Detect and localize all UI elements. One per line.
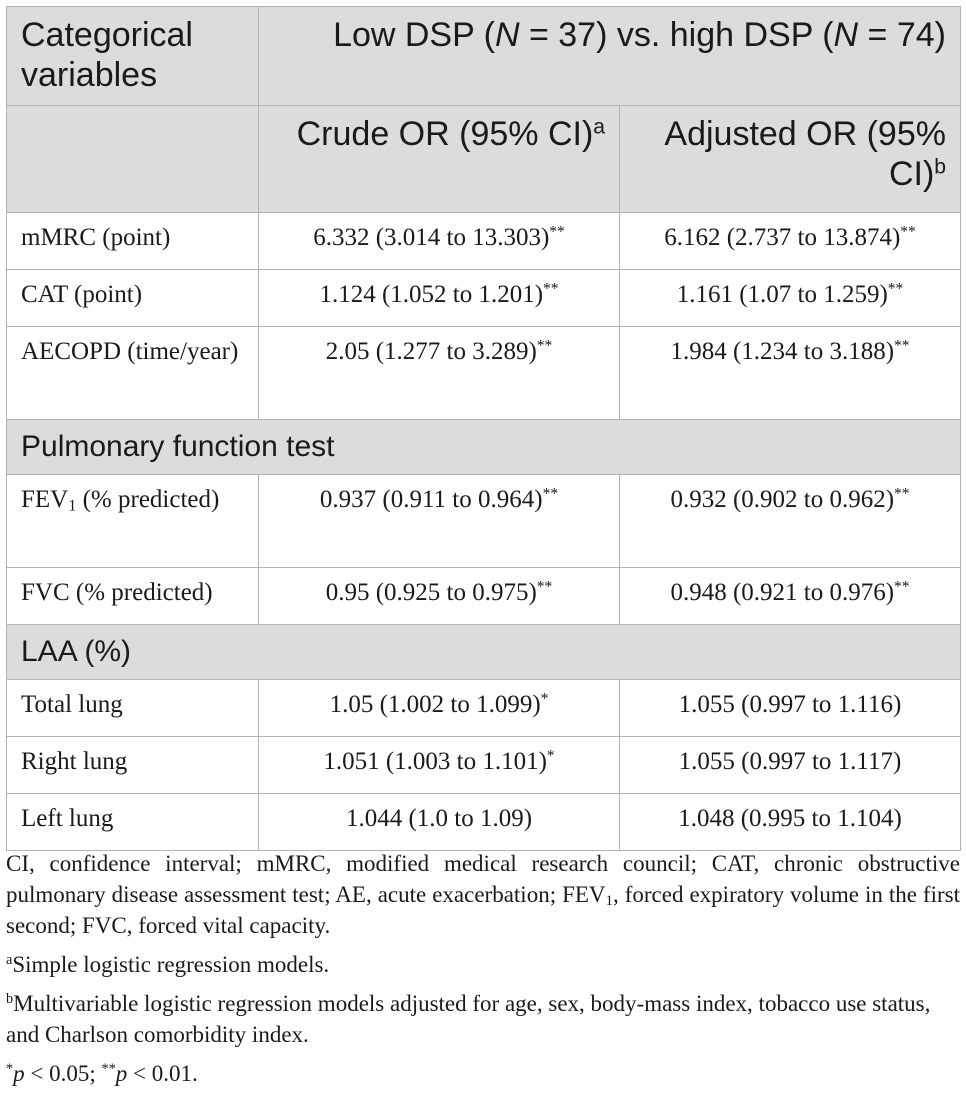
- table-row: [7, 568, 961, 625]
- adjusted-or-cell: [620, 327, 961, 420]
- row-label: CAT (point): [21, 281, 143, 308]
- crude-or-value: 1.124 (1.052 to 1.201): [319, 281, 544, 308]
- adjusted-or-value: 1.161 (1.07 to 1.259): [676, 281, 888, 308]
- results-table-container: [6, 6, 960, 851]
- row-label: FVC (% predicted): [21, 579, 213, 606]
- crude-or-cell: [259, 568, 620, 625]
- table-row: [7, 680, 961, 737]
- crude-or-value: 0.937 (0.911 to 0.964): [319, 486, 543, 513]
- crude-or-cell: [259, 270, 620, 327]
- crude-significance-mark: *: [546, 747, 555, 765]
- adjusted-or-value: 1.048 (0.995 to 1.104): [678, 805, 902, 832]
- crude-significance-mark: **: [542, 485, 559, 503]
- row-label: AECOPD (time/year): [21, 338, 239, 365]
- group-prefix: Low DSP (: [333, 16, 495, 54]
- crude-or-value: 6.332 (3.014 to 13.303): [313, 224, 550, 251]
- adjusted-or-label: Adjusted OR (95% CI): [664, 115, 946, 193]
- adjusted-significance-mark: **: [900, 223, 916, 241]
- col-header-group-comparison: [259, 7, 961, 106]
- adjusted-or-value: 1.984 (1.234 to 3.188): [670, 338, 895, 365]
- adjusted-significance-mark: **: [894, 578, 910, 596]
- header-row: [7, 7, 961, 106]
- crude-or-cell: [259, 475, 620, 568]
- adjusted-or-value: 1.055 (0.997 to 1.117): [678, 748, 902, 775]
- footnote-b-text: Multivariable logistic regression models adjusted for age, sex, body-mass index, tobacco use status, and Charlson comorbidity index.: [6, 991, 931, 1047]
- sig1-mark: *: [6, 1061, 14, 1078]
- section-header-pulmonary-function: [7, 420, 961, 475]
- row-label-cell: [7, 794, 259, 851]
- footnote-a-text: Simple logistic regression models.: [12, 952, 330, 977]
- crude-or-value: 2.05 (1.277 to 3.289): [325, 338, 537, 365]
- group-n1-rest: = 37) vs. high DSP (: [519, 16, 834, 54]
- crude-or-cell: [259, 794, 620, 851]
- adjusted-or-cell: [620, 794, 961, 851]
- adjusted-or-cell: [620, 568, 961, 625]
- crude-significance-mark: **: [549, 223, 565, 241]
- adjusted-significance-mark: **: [894, 337, 910, 355]
- crude-significance-mark: **: [543, 280, 559, 298]
- group-n2-letter: N: [833, 16, 859, 54]
- group-n2-rest: = 74): [858, 16, 946, 54]
- crude-significance-mark: *: [540, 690, 549, 708]
- row-label: Total lung: [21, 691, 123, 718]
- abbrev-text-part1: CI, confidence interval; mMRC, modified medical research council; CAT, chronic obstructive pulmonary disease assessment test; AE, acute exacerbation; FEV: [6, 851, 960, 907]
- row-label: Left lung: [21, 805, 114, 832]
- crude-significance-mark: **: [536, 337, 553, 355]
- abbrev-text-part2: , forced expiratory volume in the first second; FVC, forced vital capacity.: [6, 882, 960, 938]
- table-row: [7, 213, 961, 270]
- odds-ratio-table: [6, 6, 961, 851]
- table-row: [7, 737, 961, 794]
- footnote-a-mark: a: [6, 952, 13, 969]
- adjusted-or-footnote-mark: b: [934, 155, 946, 179]
- row-label-cell: [7, 568, 259, 625]
- abbreviations-note: [6, 848, 960, 941]
- section-label: Pulmonary function test: [21, 430, 335, 463]
- col-header-adjusted-or: [620, 106, 961, 213]
- row-label-subscript: 1: [68, 496, 77, 515]
- adjusted-or-value: 0.948 (0.921 to 0.976): [670, 579, 895, 606]
- sig2-text: < 0.01.: [127, 1061, 198, 1086]
- table-row: [7, 794, 961, 851]
- table-row: [7, 475, 961, 568]
- crude-significance-mark: **: [536, 578, 553, 596]
- sig1-p: p: [13, 1061, 25, 1086]
- crude-or-cell: [259, 737, 620, 794]
- group-n1-letter: N: [494, 16, 520, 54]
- section-header-laa: [7, 625, 961, 680]
- section-label: LAA (%): [21, 635, 132, 668]
- sig2-p: p: [115, 1061, 128, 1086]
- sig1-text: < 0.05;: [24, 1061, 102, 1086]
- section-row-pulmonary-function: [7, 420, 961, 475]
- table-row: [7, 327, 961, 420]
- adjusted-or-value: 0.932 (0.902 to 0.962): [670, 486, 895, 513]
- section-row-laa: [7, 625, 961, 680]
- row-label: mMRC (point): [21, 224, 171, 251]
- table-footnotes: [6, 848, 960, 1097]
- row-label-cell: [7, 270, 259, 327]
- footnote-b-mark: b: [6, 991, 14, 1008]
- crude-or-value: 1.051 (1.003 to 1.101): [323, 748, 547, 775]
- col-header-crude-or: [259, 106, 620, 213]
- row-label-cell: [7, 737, 259, 794]
- row-label-cell: [7, 680, 259, 737]
- crude-or-value: 1.05 (1.002 to 1.099): [329, 691, 541, 718]
- adjusted-or-value: 6.162 (2.737 to 13.874): [664, 224, 901, 251]
- adjusted-significance-mark: **: [894, 485, 910, 503]
- crude-or-cell: [259, 213, 620, 270]
- table-row: [7, 270, 961, 327]
- footnote-b: [6, 988, 960, 1050]
- col-header-categorical-variables: [7, 7, 259, 106]
- crude-or-cell: [259, 327, 620, 420]
- row-label-cell: [7, 327, 259, 420]
- adjusted-or-cell: [620, 213, 961, 270]
- adjusted-or-cell: [620, 270, 961, 327]
- abbrev-subscript: 1: [605, 892, 613, 909]
- row-label-rest: (% predicted): [76, 486, 220, 513]
- subheader-row: [7, 106, 961, 213]
- adjusted-or-value: 1.055 (0.997 to 1.116): [678, 691, 902, 718]
- row-label: Right lung: [21, 748, 128, 775]
- footnote-a: [6, 949, 960, 980]
- col-header-categorical-label: Categorical variables: [21, 16, 193, 94]
- crude-or-footnote-mark: a: [593, 115, 605, 139]
- row-label-main: FEV: [21, 486, 69, 513]
- significance-note: [6, 1058, 960, 1089]
- row-label-cell: [7, 475, 259, 568]
- adjusted-or-cell: [620, 737, 961, 794]
- adjusted-or-cell: [620, 680, 961, 737]
- crude-or-label: Crude OR (95% CI): [296, 115, 594, 153]
- crude-or-value: 0.95 (0.925 to 0.975): [325, 579, 537, 606]
- crude-or-value: 1.044 (1.0 to 1.09): [345, 805, 533, 832]
- adjusted-significance-mark: **: [887, 280, 904, 298]
- subheader-empty-cell: [7, 106, 259, 213]
- row-label-cell: [7, 213, 259, 270]
- sig2-mark: **: [101, 1061, 116, 1078]
- adjusted-or-cell: [620, 475, 961, 568]
- crude-or-cell: [259, 680, 620, 737]
